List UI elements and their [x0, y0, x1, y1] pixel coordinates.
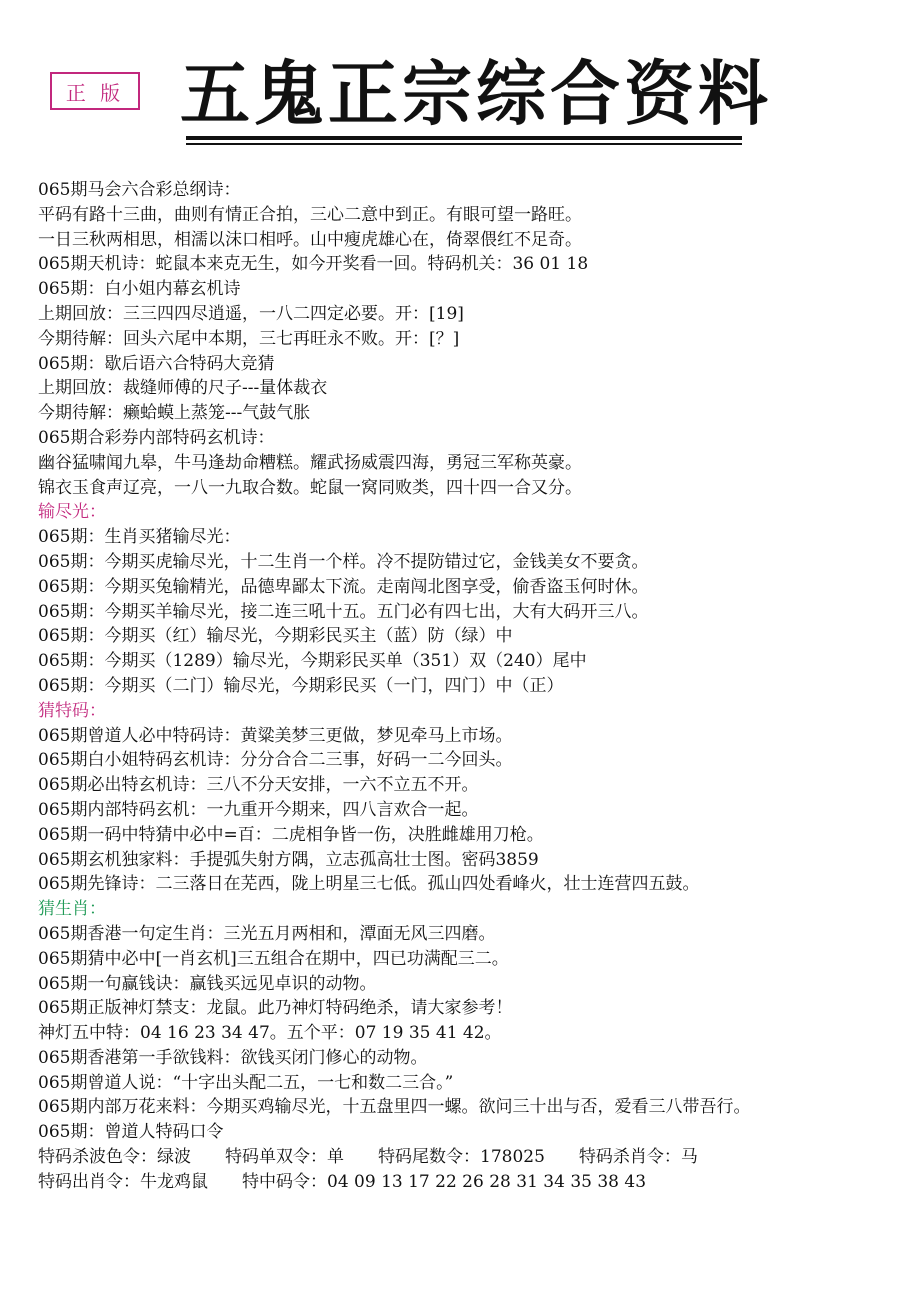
text-line: 065期曾道人说：“十字出头配二五，一七和数二三合。” — [38, 1072, 454, 1093]
text-line: 065期香港一句定生肖：三光五月两相和，潭面无风三四磨。 — [38, 923, 496, 944]
text-line: 特码杀波色令：绿波 特码单双令：单 特码尾数令：178025 特码杀肖令：马 — [38, 1147, 698, 1168]
text-line: 065期：生肖买猪输尽光： — [38, 527, 241, 548]
text-line: 065期内部特码玄机：一九重开今期来，四八言欢合一起。 — [38, 799, 479, 820]
text-line: 065期：今期买羊输尽光，接二连三吼十五。五门必有四七出，大有大码开三八。 — [38, 601, 649, 622]
text-line: 065期：今期买（红）输尽光，今期彩民买主（蓝）防（绿）中 — [38, 626, 513, 647]
text-line: 065期白小姐特码玄机诗：分分合合二三事，好码一二今回头。 — [38, 750, 513, 771]
text-line: 平码有路十三曲，曲则有情正合拍，三心二意中到正。有眼可望一路旺。 — [38, 204, 582, 225]
text-line: 065期：今期买（1289）输尽光，今期彩民买单（351）双（240）尾中 — [38, 651, 587, 672]
text-line: 今期待解：癞蛤蟆上蒸笼---气鼓气胀 — [38, 403, 311, 424]
text-line: 065期一码中特猜中必中=百：二虎相争皆一伤，决胜雌雄用刀枪。 — [38, 824, 544, 845]
text-line: 065期合彩券内部特码玄机诗： — [38, 427, 275, 448]
text-line: 065期香港第一手欲钱料：欲钱买闭门修心的动物。 — [38, 1047, 428, 1068]
text-line: 上期回放：裁缝师傅的尺子---量体裁衣 — [38, 378, 328, 399]
text-line: 065期内部万花来料：今期买鸡输尽光，十五盘里四一螺。欲问三十出与否，爱看三八带吾行。 — [38, 1097, 751, 1118]
text-line: 065期正版神灯禁支：龙鼠。此乃神灯特码绝杀，请大家参考！ — [38, 998, 513, 1019]
text-line: 065期必出特玄机诗：三八不分天安排，一六不立五不开。 — [38, 775, 479, 796]
authentic-badge: 正 版 — [50, 72, 140, 110]
text-line: 065期：白小姐内幕玄机诗 — [38, 279, 241, 300]
text-line: 065期一句赢钱诀：赢钱买远见卓识的动物。 — [38, 973, 377, 994]
text-line: 065期先锋诗：二三落日在芜西，陇上明星三七低。孤山四处看峰火，壮士连营四五鼓。 — [38, 874, 700, 895]
text-line: 065期：今期买兔输精光，品德卑鄙太下流。走南闯北图享受，偷香盗玉何时休。 — [38, 576, 649, 597]
page-title: 五鬼正宗综合资料 — [180, 53, 772, 135]
text-line: 一日三秋两相思，相濡以沫口相呼。山中瘦虎雄心在，倚翠偎红不足奇。 — [38, 229, 582, 250]
text-line: 065期曾道人必中特码诗：黄粱美梦三更做，梦见牵马上市场。 — [38, 725, 513, 746]
text-line: 065期玄机独家料：手提弧失射方隅，立志孤高壮士图。密码3859 — [38, 849, 539, 870]
text-line: 065期猜中必中[一肖玄机]三五组合在期中，四已功满配三二。 — [38, 948, 509, 969]
text-line: 065期天机诗：蛇鼠本来克无生，如今开奖看一回。特码机关：36 01 18 — [38, 254, 589, 275]
text-line: 065期：今期买（二门）输尽光，今期彩民买（一门，四门）中（正） — [38, 675, 564, 696]
text-line: 幽谷猛啸闻九皋，牛马逢劫命糟糕。耀武扬威震四海，勇冠三军称英豪。 — [38, 452, 582, 473]
text-line: 神灯五中特：04 16 23 34 47。五个平：07 19 35 41 42。 — [38, 1023, 502, 1044]
text-line: 上期回放：三三四四尽逍遥，一八二四定必要。开：[19] — [38, 303, 464, 324]
title-underline-thin — [186, 143, 742, 145]
document-body — [38, 178, 888, 1195]
text-line: 锦衣玉食声辽亮，一八一九取合数。蛇鼠一窝同败类，四十四一合又分。 — [38, 477, 582, 498]
section-heading: 猜特码： — [38, 700, 106, 721]
section-heading: 猜生肖： — [38, 899, 106, 920]
section-heading: 输尽光： — [38, 502, 106, 523]
text-line: 特码出肖令：牛龙鸡鼠 特中码令：04 09 13 17 22 26 28 31 34 35 38 43 — [38, 1171, 647, 1192]
text-line: 065期：歇后语六合特码大竞猜 — [38, 353, 275, 374]
text-line: 065期：曾道人特码口令 — [38, 1122, 224, 1143]
text-line: 065期马会六合彩总纲诗： — [38, 180, 241, 200]
text-line: 065期：今期买虎输尽光，十二生肖一个样。冷不提防错过它，金钱美女不要贪。 — [38, 551, 649, 572]
title-underline-thick — [186, 136, 742, 140]
text-line: 今期待解：回头六尾中本期，三七再旺永不败。开：[？] — [38, 328, 460, 349]
